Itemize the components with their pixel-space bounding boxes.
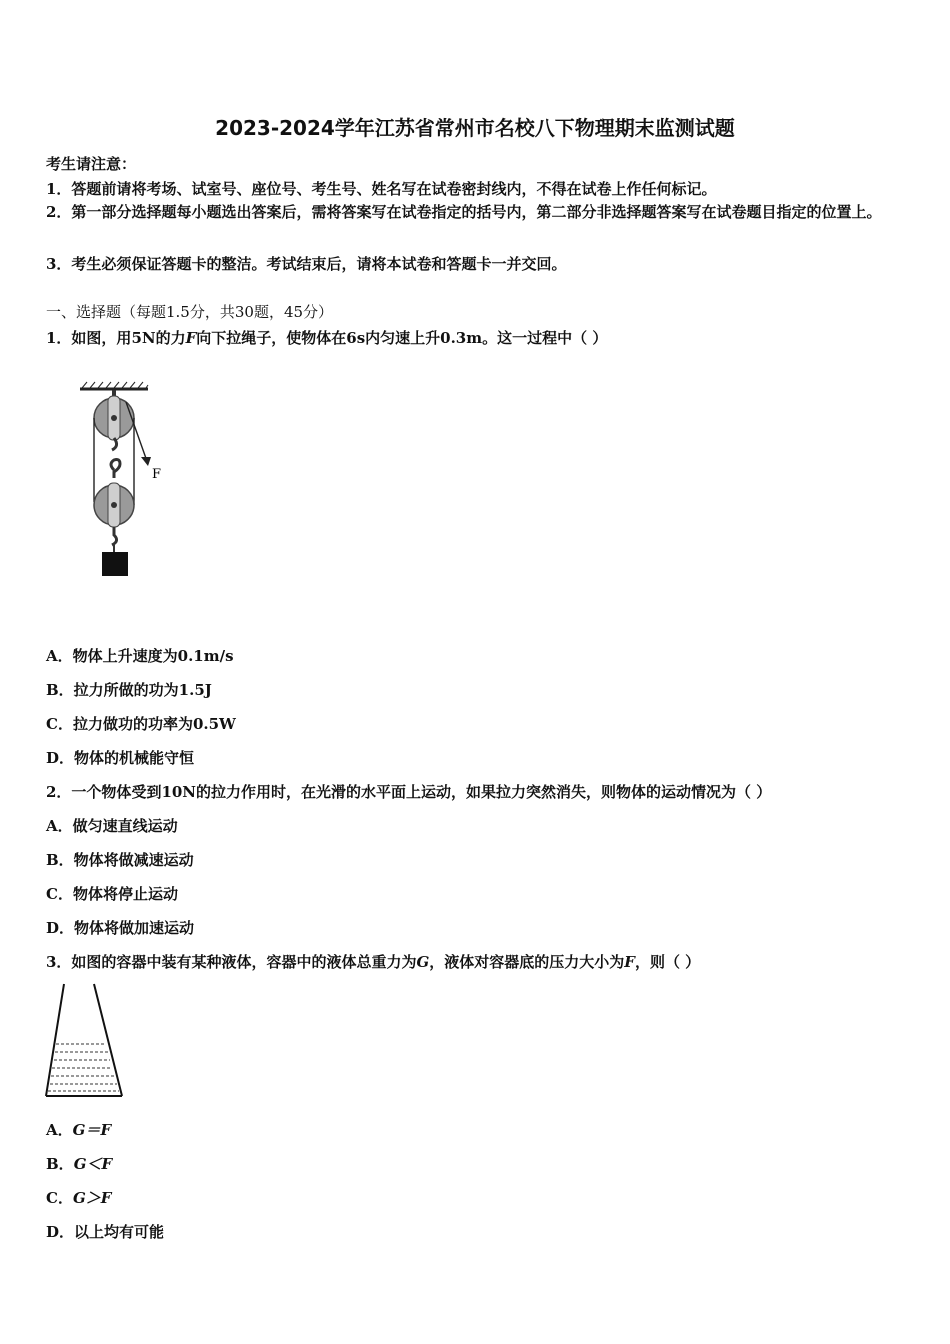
q3-stem-c: ，则（ ） <box>634 953 701 971</box>
q1-option-b[interactable]: B．拉力所做的功为1.5J <box>46 681 212 699</box>
q3-option-a-letter: A． <box>46 1121 73 1139</box>
q1-option-c[interactable]: C．拉力做功的功率为0.5W <box>46 715 236 733</box>
q3-var-f: F <box>624 953 635 971</box>
q1-force-variable: F <box>185 329 197 347</box>
notice-item-2: 2．第一部分选择题每小题选出答案后，需将答案写在试卷指定的括号内，第二部分非选择题答案写在试卷题目指定的位置上。 <box>46 203 882 221</box>
notice-heading: 考生请注意： <box>46 155 137 173</box>
pulley-system-figure <box>76 380 176 580</box>
q3-option-a-expr: G＝F <box>72 1121 112 1139</box>
q3-option-a[interactable] <box>46 1119 111 1140</box>
hanging-block <box>102 552 128 576</box>
section-heading: 一、选择题（每题1.5分，共30题，45分） <box>46 303 334 321</box>
question-3-stem <box>46 951 700 972</box>
q3-option-d-text: 以上均有可能 <box>74 1223 165 1241</box>
q3-option-b-letter: B． <box>46 1155 74 1173</box>
q3-option-c-letter: C． <box>46 1189 73 1207</box>
liquid-lines <box>48 1044 119 1091</box>
q3-option-d[interactable] <box>46 1221 164 1242</box>
notice-item-3: 3．考生必须保证答题卡的整洁。考试结束后，请将本试卷和答题卡一并交回。 <box>46 255 567 273</box>
movable-pulley <box>94 460 134 553</box>
q2-option-a[interactable]: A．做匀速直线运动 <box>46 817 178 835</box>
q2-option-b[interactable]: B．物体将做减速运动 <box>46 851 194 869</box>
q3-option-c[interactable] <box>46 1187 111 1208</box>
force-label: F <box>152 467 162 482</box>
q3-option-c-expr: G＞F <box>72 1189 112 1207</box>
q1-option-d[interactable]: D．物体的机械能守恒 <box>46 749 195 767</box>
force-arrow <box>141 457 151 466</box>
q1-stem-prefix: 1．如图，用5N的力 <box>46 329 186 347</box>
notice-item-1: 1．答题前请将考场、试室号、座位号、考生号、姓名写在试卷密封线内，不得在试卷上作任何标记。 <box>46 180 717 198</box>
q2-option-c[interactable]: C．物体将停止运动 <box>46 885 178 903</box>
q3-option-d-letter: D． <box>46 1223 75 1241</box>
question-1-stem <box>46 327 607 348</box>
q3-option-b-expr: G＜F <box>73 1155 113 1173</box>
q3-stem-a: 3．如图的容器中装有某种液体，容器中的液体总重力为 <box>46 953 417 971</box>
fixed-pulley <box>94 390 134 450</box>
q3-option-b[interactable] <box>46 1153 112 1174</box>
q1-stem-suffix: 向下拉绳子，使物体在6s内匀速上升0.3m。这一过程中（ ） <box>196 329 608 347</box>
q3-var-g: G <box>416 953 430 971</box>
ceiling-hatch <box>80 382 148 389</box>
q1-option-a[interactable]: A．物体上升速度为0.1m/s <box>46 647 234 665</box>
q3-stem-b: ，液体对容器底的压力大小为 <box>429 953 625 971</box>
question-2-stem: 2．一个物体受到10N的拉力作用时，在光滑的水平面上运动，如果拉力突然消失，则物体的运动情况为（ ） <box>46 783 772 801</box>
q2-option-d[interactable]: D．物体将做加速运动 <box>46 919 195 937</box>
page-title: 2023-2024学年江苏省常州市名校八下物理期末监测试题 <box>215 116 735 140</box>
liquid-container-figure <box>44 982 126 1100</box>
